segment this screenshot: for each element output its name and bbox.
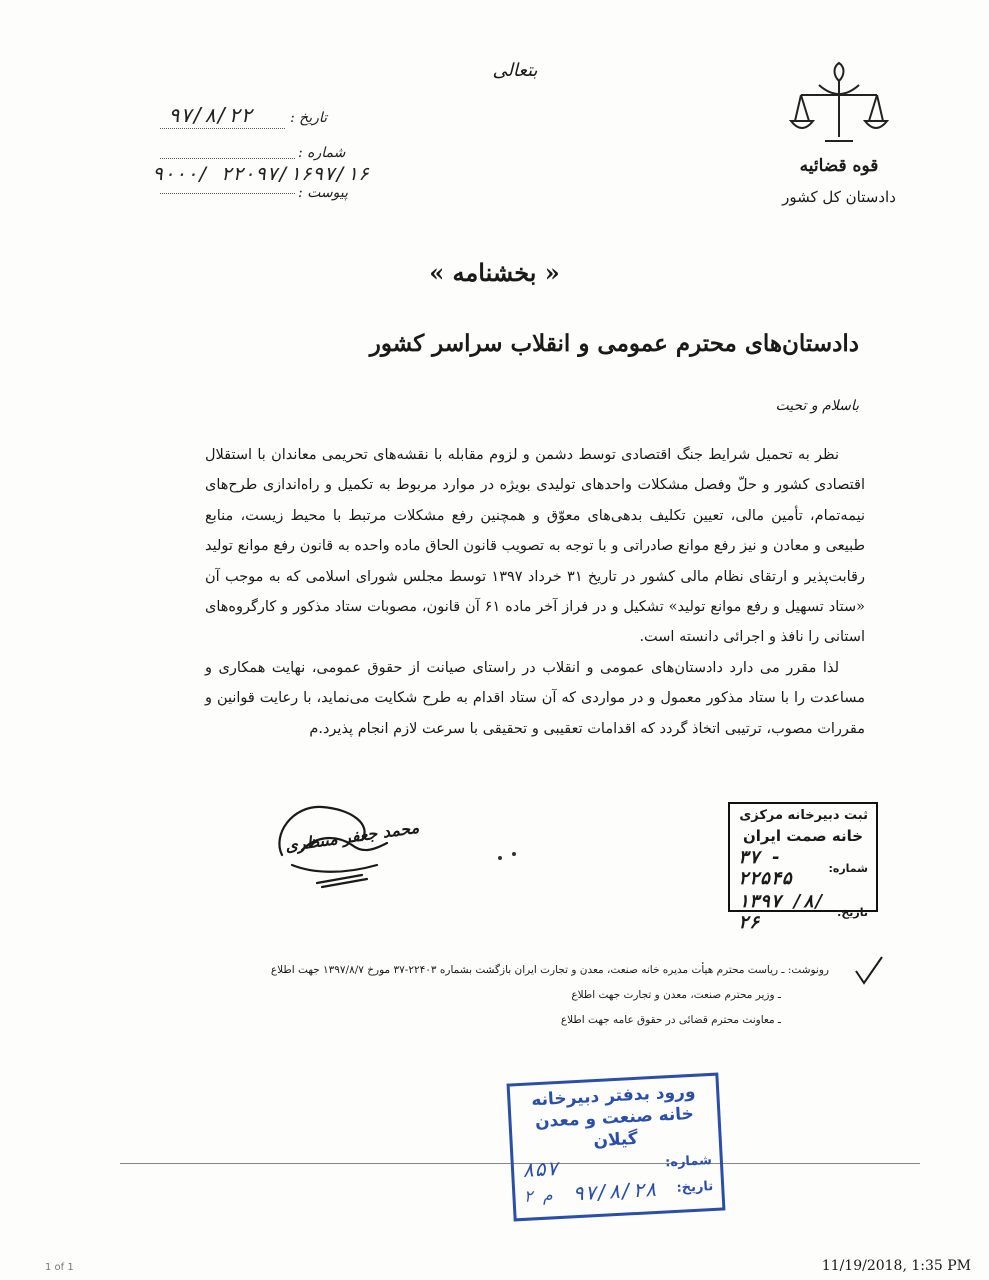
- date-label: تاریخ :: [290, 110, 328, 126]
- registry-stamp-title: ثبت دبیرخانه مرکزی: [739, 808, 868, 823]
- addressee: دادستان‌های محترم عمومی و انقلاب سراسر کشور: [369, 330, 859, 357]
- number-label: شماره :: [298, 145, 346, 161]
- entry-stamp: [507, 1073, 726, 1222]
- entry-stamp-line-1: ورود بدفتر دبیرخانه: [530, 1081, 696, 1111]
- body-paragraph-2: لذا مقرر می دارد دادستان‌های عمومی و انقلاب در راستای صیانت از حقوق عمومی، نهایت همکاری و مساعدت را با ستاد مذکور معمول و در مواردی که آن ستاد اقدام به طرح شکایت می‌نماید، با رعایت قوانین و مقررات مصوب، ترتیبی اتخاذ گردد که اقدامات تعقیبی و تحقیقی با سرعت لازم انجام پذیرد.م: [205, 659, 865, 737]
- number-value: ۹۰۰۰/ ۲۲۰۹۷/۱۶۹۷/۱۶: [152, 163, 370, 185]
- registry-stamp-date-label: تاریخ:: [836, 905, 868, 919]
- letter-body: [205, 440, 865, 744]
- entry-stamp-note: م ۲: [522, 1184, 553, 1206]
- ink-dot: [512, 852, 516, 856]
- attachment-label: پیوست :: [298, 185, 348, 201]
- scales-of-justice-icon: [789, 55, 889, 150]
- attachment-underline: [160, 193, 295, 194]
- number-underline: [160, 158, 295, 159]
- page-mark: 1 of 1: [45, 1262, 74, 1273]
- copies-line-1: ـ ریاست محترم هیأت مدیره خانه صنعت، معدن و تجارت ایران بازگشت بشماره ۲۲۴۰۳-۳۷ مورخ ۱۳۹۷/۸/۷ جهت اطلاع: [270, 964, 785, 976]
- registry-stamp-org: خانه صمت ایران: [742, 827, 864, 845]
- registry-stamp: [728, 802, 878, 933]
- body-paragraph-1: نظر به تحمیل شرایط جنگ اقتصادی توسط دشمن و لزوم مقابله با نقشه‌های تحریمی معاندان با استقلال اقتصادی کشور و حلّ وفصل مشکلات واحدهای تولیدی بویژه در موارد مربوط به تکمیل و راه‌اندازی طرح‌های نیمه‌تمام، تأمین مالی، تعیین تکلیف بدهی‌های معوّق و همچنین رفع مشکلات مرتبط با محیط زیست، منابع طبیعی و معادن و نیز رفع موانع صادراتی و با توجه به تصویب قانون الحاق ماده واحده به قانون رفع موانع تولید رقابت‌پذیر و ارتقای نظام مالی کشور در تاریخ ۳۱ خرداد ۱۳۹۷ توسط مجلس شورای اسلامی که به موجب آن «ستاد تسهیل و رفع موانع تولید» تشکیل و در فراز آخر ماده ۶۱ آن قانون، مصوبات ستاد مذکور و کارگروه‌های استانی را نافذ و اجرائی دانسته است.: [205, 447, 866, 646]
- circular-title: « بخشنامه »: [429, 258, 560, 287]
- copies-list: [109, 958, 829, 1033]
- organization-name: قوه قضائیه: [799, 156, 879, 176]
- copies-label: رونوشت:: [787, 964, 829, 976]
- registry-stamp-number: ۳۷ - ۲۲۵۴۵: [738, 847, 793, 889]
- entry-stamp-number-label: شماره:: [664, 1152, 713, 1170]
- ink-dot: [498, 856, 502, 860]
- signature-name: محمد جعفر منتظری: [283, 817, 421, 856]
- print-timestamp: 11/19/2018, 1:35 PM: [821, 1258, 971, 1274]
- entry-stamp-date: ۹۷/۸/۲۸: [571, 1176, 658, 1206]
- signature: [262, 795, 421, 899]
- department-name: دادستان کل کشور: [782, 188, 896, 206]
- registry-stamp-number-label: شماره:: [828, 861, 868, 875]
- checkmark-icon: [852, 955, 884, 987]
- entry-stamp-number: ۸۵۷: [521, 1156, 559, 1182]
- greeting: باسلام و تحیت: [775, 398, 859, 414]
- date-underline: [160, 128, 285, 129]
- entry-stamp-line-2: خانه صنعت و معدن گیلان: [534, 1103, 695, 1152]
- judiciary-emblem-block: [779, 55, 899, 206]
- copies-line-2: ـ وزیر محترم صنعت، معدن و تجارت جهت اطلاع: [571, 989, 781, 1001]
- registry-stamp-date: ۱۳۹۷ /۸/ ۲۶: [738, 891, 825, 933]
- entry-stamp-date-label: تاریخ:: [676, 1178, 714, 1196]
- date-value: ۹۷/۸/۲۲: [168, 103, 253, 127]
- checkmark: [852, 955, 884, 991]
- invocation-text: بتعالی: [492, 60, 538, 81]
- copies-line-3: ـ معاونت محترم قضائی در حقوق عامه جهت اطلاع: [560, 1014, 781, 1026]
